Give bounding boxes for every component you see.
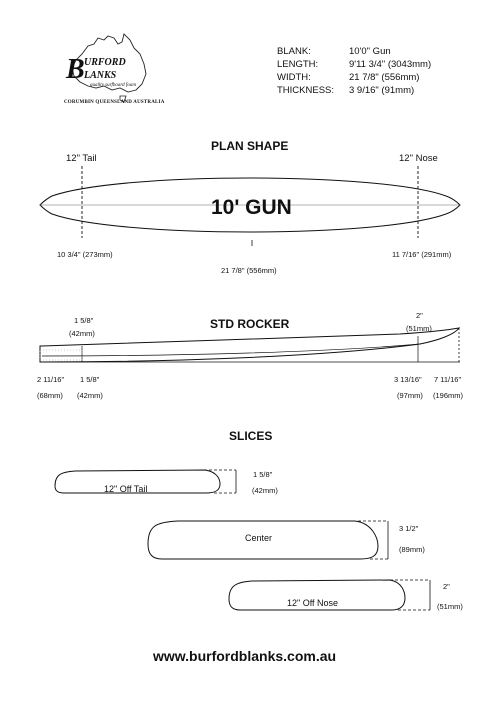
spec-length-label: LENGTH: bbox=[277, 59, 319, 70]
rocker-tail-12-mm: (42mm) bbox=[77, 391, 103, 400]
plan-center-width: 21 7/8" (556mm) bbox=[221, 266, 277, 275]
slice-tail-in: 1 5/8" bbox=[253, 470, 273, 479]
logo-line2: LANKS bbox=[84, 70, 117, 81]
rocker-tail-hatch bbox=[40, 350, 82, 360]
slice-center-mm: (89mm) bbox=[399, 545, 425, 554]
rocker-tail-top-mm: (42mm) bbox=[69, 329, 95, 338]
rocker-nose-end-mm: (196mm) bbox=[433, 391, 464, 400]
slices-heading: SLICES bbox=[229, 429, 273, 443]
spec-blank-label: BLANK: bbox=[277, 46, 311, 57]
rocker-tail-end-in: 2 11/16" bbox=[37, 375, 65, 384]
rocker-nose-12-in: 3 13/16" bbox=[394, 375, 422, 384]
logo-tagline: quality surfboard foam bbox=[90, 83, 136, 88]
rocker-tail-top-in: 1 5/8" bbox=[74, 316, 94, 325]
rocker-tail-12-in: 1 5/8" bbox=[80, 375, 100, 384]
spec-width-label: WIDTH: bbox=[277, 72, 311, 83]
slice-tail-mm: (42mm) bbox=[252, 486, 278, 495]
rocker-nose-top-mm: (51mm) bbox=[406, 324, 432, 333]
logo-line1: URFORD bbox=[84, 57, 126, 68]
plan-tail-marker-label: 12" Tail bbox=[66, 153, 97, 164]
slice-nose-label: 12" Off Nose bbox=[287, 598, 339, 608]
rocker-nose-top-in: 2" bbox=[416, 311, 423, 320]
footer-website[interactable]: www.burfordblanks.com.au bbox=[153, 648, 337, 664]
logo-big-b: B bbox=[66, 54, 85, 85]
spec-width-value: 21 7/8" (556mm) bbox=[349, 72, 420, 83]
board-title: 10' GUN bbox=[211, 196, 292, 219]
spec-blank-value: 10'0" Gun bbox=[349, 46, 391, 57]
plan-nose-marker-label: 12" Nose bbox=[399, 153, 438, 164]
slice-tail-label: 12" Off Tail bbox=[104, 484, 148, 494]
slice-nose-mm: (51mm) bbox=[437, 602, 463, 611]
logo-location: CORUMBIN QUEENSLAND AUSTRALIA bbox=[64, 100, 165, 105]
spec-thickness-value: 3 9/16" (91mm) bbox=[349, 85, 415, 96]
spec-thickness-label: THICKNESS: bbox=[277, 85, 335, 96]
plan-shape-heading: PLAN SHAPE bbox=[211, 139, 289, 153]
rocker-outline bbox=[40, 328, 459, 362]
rocker-tail-end-mm: (68mm) bbox=[37, 391, 63, 400]
slice-center-in: 3 1/2" bbox=[399, 524, 419, 533]
rocker-nose-end-in: 7 11/16" bbox=[434, 375, 462, 384]
plan-tail-width: 10 3/4" (273mm) bbox=[57, 250, 113, 259]
rocker-heading: STD ROCKER bbox=[210, 317, 290, 331]
slice-center-label: Center bbox=[245, 533, 273, 543]
slice-nose-in: 2" bbox=[443, 582, 450, 591]
plan-nose-width: 11 7/16" (291mm) bbox=[392, 250, 452, 259]
spec-length-value: 9'11 3/4" (3043mm) bbox=[349, 59, 432, 70]
rocker-nose-12-mm: (97mm) bbox=[397, 391, 423, 400]
